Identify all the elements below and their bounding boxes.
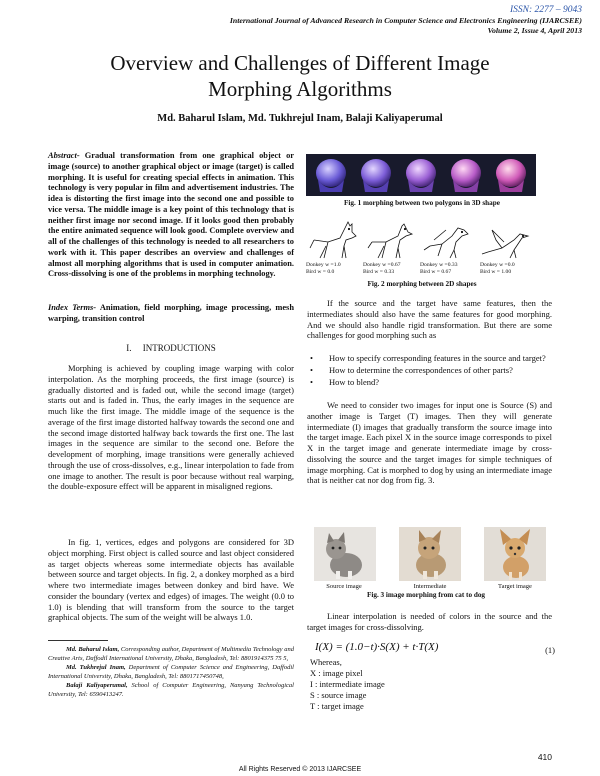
footnote-3-name: Balaji Kaliyaperumal, — [66, 682, 128, 689]
right-paragraph-3 — [307, 611, 552, 633]
footnotes — [48, 645, 294, 699]
authors: Md. Baharul Islam, Md. Tukhrejul Inam, Balaji Kaliyaperumal — [157, 113, 443, 124]
abstract — [48, 151, 294, 280]
target-dog-image — [484, 527, 546, 581]
weight-bird: Bird w = 0.67 — [420, 269, 452, 275]
fig1-caption: Fig. 1 morphing between two polygons in 3D shape — [344, 199, 500, 207]
weight-donkey: Donkey w =0.33 — [420, 262, 458, 268]
footnote-2-name: Md. Tukhrejul Inam, — [66, 664, 126, 671]
definition-item: X : image pixel — [310, 668, 363, 678]
right-p2-text: We need to consider two images for input one is Source (S) and another image is Target (T) images. Then they will generate intermediate (I) images that gradually transform the source image into the target image. Each pixel X in the source image corresponds to pixel X in the target image and generate intermediate image by cross-dissolving the source and the target images for simple techniques of image morphing. Cat is morphed to dog by using an intermediate image that is neither cat nor dog from fig. 3. — [307, 400, 552, 486]
title-line-2: Morphing Algorithms — [208, 77, 392, 101]
journal-name: International Journal of Advanced Research in Computer Science and Electronics Engineering (IJARCSEE) — [229, 16, 582, 25]
definition-item: S : source image — [310, 690, 367, 700]
list-item: • How to determine the correspondences of other parts? — [310, 364, 513, 375]
equation-1: I(X) = (1.0−t)·S(X) + t·T(X) — [315, 641, 439, 653]
paper-title — [40, 50, 560, 102]
fig2-image-donkey-bird-shapes — [306, 218, 540, 268]
fig2-weight-1 — [306, 262, 366, 276]
bullet-text: How to blend? — [329, 376, 380, 387]
intro-paragraph-1 — [48, 363, 294, 492]
footnote-1-name: Md. Baharul Islam, — [66, 646, 120, 653]
right-paragraph-2 — [307, 400, 552, 486]
index-terms-text: Animation, field morphing, image processing, mesh warping, transition control — [48, 303, 294, 323]
footnote-3 — [48, 681, 294, 699]
list-item: • How to blend? — [310, 376, 380, 387]
weight-bird: Bird w = 0.33 — [363, 269, 395, 275]
head-morph-frame-3 — [400, 156, 442, 194]
abstract-label: Abstract- — [48, 151, 80, 160]
fig3-label-target: Target image — [498, 583, 532, 590]
head-morph-frame-2 — [355, 156, 397, 194]
right-p1-text: If the source and the target have same features, then the intermediates should also have the same features for good morphing. And we should also handle rigid transformation. But there are some challenges for good morphing such as — [307, 298, 552, 341]
shape-donkey — [310, 222, 356, 258]
fig3-caption: Fig. 3 image morphing from cat to dog — [366, 591, 486, 599]
footnote-1-text: Corresponding author, Department of Multimedia Technology and Creative Arts, Daffodil International University, Dhaka, Bangladesh, Tel: 8801914375 75 5, — [48, 646, 294, 662]
shape-bird — [482, 230, 528, 258]
weight-donkey: Donkey w =0.0 — [480, 262, 515, 268]
challenges-list — [310, 353, 550, 388]
fig3-label-source: Source image — [326, 583, 362, 590]
index-terms — [48, 303, 294, 325]
footnote-2-text: Department of Computer Science and Engineering, Daffodil International University, Dhaka, Bangladesh, Tel: 8801717450748, — [48, 664, 294, 680]
footnote-2 — [48, 663, 294, 681]
abstract-text: Gradual transformation from one graphical object or image (source) to another graphical object or image (target) is called morphing. It is useful for creating special effects in animation. This technology is very popular in film and advertisement industries. The idea is distorting the first image into the second one and possible to vice versa. The middle image is a key point of this technology that is neither first image nor second image. If it looks good then probably the entire animated sequence will look good. Complete overview and all of the challenges of this technology is needed to all researchers to work with it. This paper describes an overview and challenges of almost all morphing algorithms that is used in computer animation. Cross-dissolving is one of the problems in morphing technology. — [48, 151, 294, 279]
whereas-label: Whereas, — [310, 657, 342, 667]
head-morph-frame-4 — [445, 156, 487, 194]
definition-item: I : intermediate image — [310, 679, 385, 689]
page-number: 410 — [537, 752, 552, 762]
intro-paragraph-2 — [48, 537, 294, 623]
intro-p1-text: Morphing is achieved by coupling image warping with color interpolation. As the morphing proceeds, the first image (source) is gradually distorted and is faded out, while the second image (target) starts out and is faded in. Thus, the early images in the sequence are much like the first image. The middle image of the sequence is the average of the first image distorted halfway towards the second one and the second image distorted halfway back towards the first one. The last images in the sequence are similar to the second one. Before the development of morphing, image transitions were generally achieved through the use of cross-dissolves, e.g., linear interpolation to fade from one image to another. The result is poor because without real warping, the double-exposure effect will be apparent in misaligned regions. — [48, 363, 294, 492]
fig1-image-3d-heads — [306, 154, 536, 196]
issn: ISSN: 2277 – 9043 — [509, 5, 582, 15]
index-terms-label: Index Terms- — [48, 303, 97, 312]
fig2-caption: Fig. 2 morphing between 2D shapes — [367, 280, 477, 288]
weight-bird: Bird w = 1.00 — [480, 269, 512, 275]
volume-issue: Volume 2, Issue 4, April 2013 — [487, 26, 582, 35]
right-paragraph-1 — [307, 298, 552, 341]
footnote-rule — [48, 640, 108, 641]
footnote-3-text: School of Computer Engineering, Nanyang Technological University, Tel: 6590413247. — [48, 682, 294, 698]
weight-bird: Bird w = 0.0 — [306, 269, 335, 275]
intermediate-image — [399, 527, 461, 581]
fig3-image-cat-to-dog — [314, 527, 546, 581]
right-p3-text: Linear interpolation is needed of colors in the source and the target images for cross-dissolving. — [307, 611, 552, 632]
title-line-1: Overview and Challenges of Different Image — [110, 51, 490, 75]
copyright: All Rights Reserved © 2013 IJARCSEE — [238, 766, 362, 773]
definition-item: T : target image — [310, 701, 364, 711]
source-cat-image — [314, 527, 376, 581]
section-heading-introductions: I. INTRODUCTIONS — [126, 343, 216, 353]
weight-donkey: Donkey w =1.0 — [306, 262, 341, 268]
bullet-text: How to determine the correspondences of other parts? — [329, 364, 513, 375]
fig3-label-intermediate: Intermediate — [413, 583, 447, 590]
equation-definitions — [310, 657, 530, 712]
bullet-text: How to specify corresponding features in the source and target? — [329, 353, 546, 363]
equation-number: (1) — [545, 645, 555, 655]
weight-donkey: Donkey w =0.67 — [363, 262, 401, 268]
footnote-1 — [48, 645, 294, 663]
intro-p2-text: In fig. 1, vertices, edges and polygons are considered for 3D object morphing. First object is called source and last object considered as target objects whereas some intermediate objects has available between source and target objects. In fig. 2, a donkey morphed as a bird where two intermediate images between donkey and bird have. We consider the boundary (vertex and edges) of images. The weight (0.0 to 1.0) is blending that will transform from the source to the target graphical objects. The sum of the weight will be always 1.0. — [48, 537, 294, 623]
fig2-weight-3 — [420, 262, 480, 276]
fig2-weight-4 — [480, 262, 540, 276]
fig2-weight-2 — [363, 262, 423, 276]
list-item: • How to specify corresponding features in the source and target? — [310, 353, 546, 363]
head-morph-frame-5 — [490, 156, 532, 194]
head-morph-frame-1 — [310, 156, 352, 194]
